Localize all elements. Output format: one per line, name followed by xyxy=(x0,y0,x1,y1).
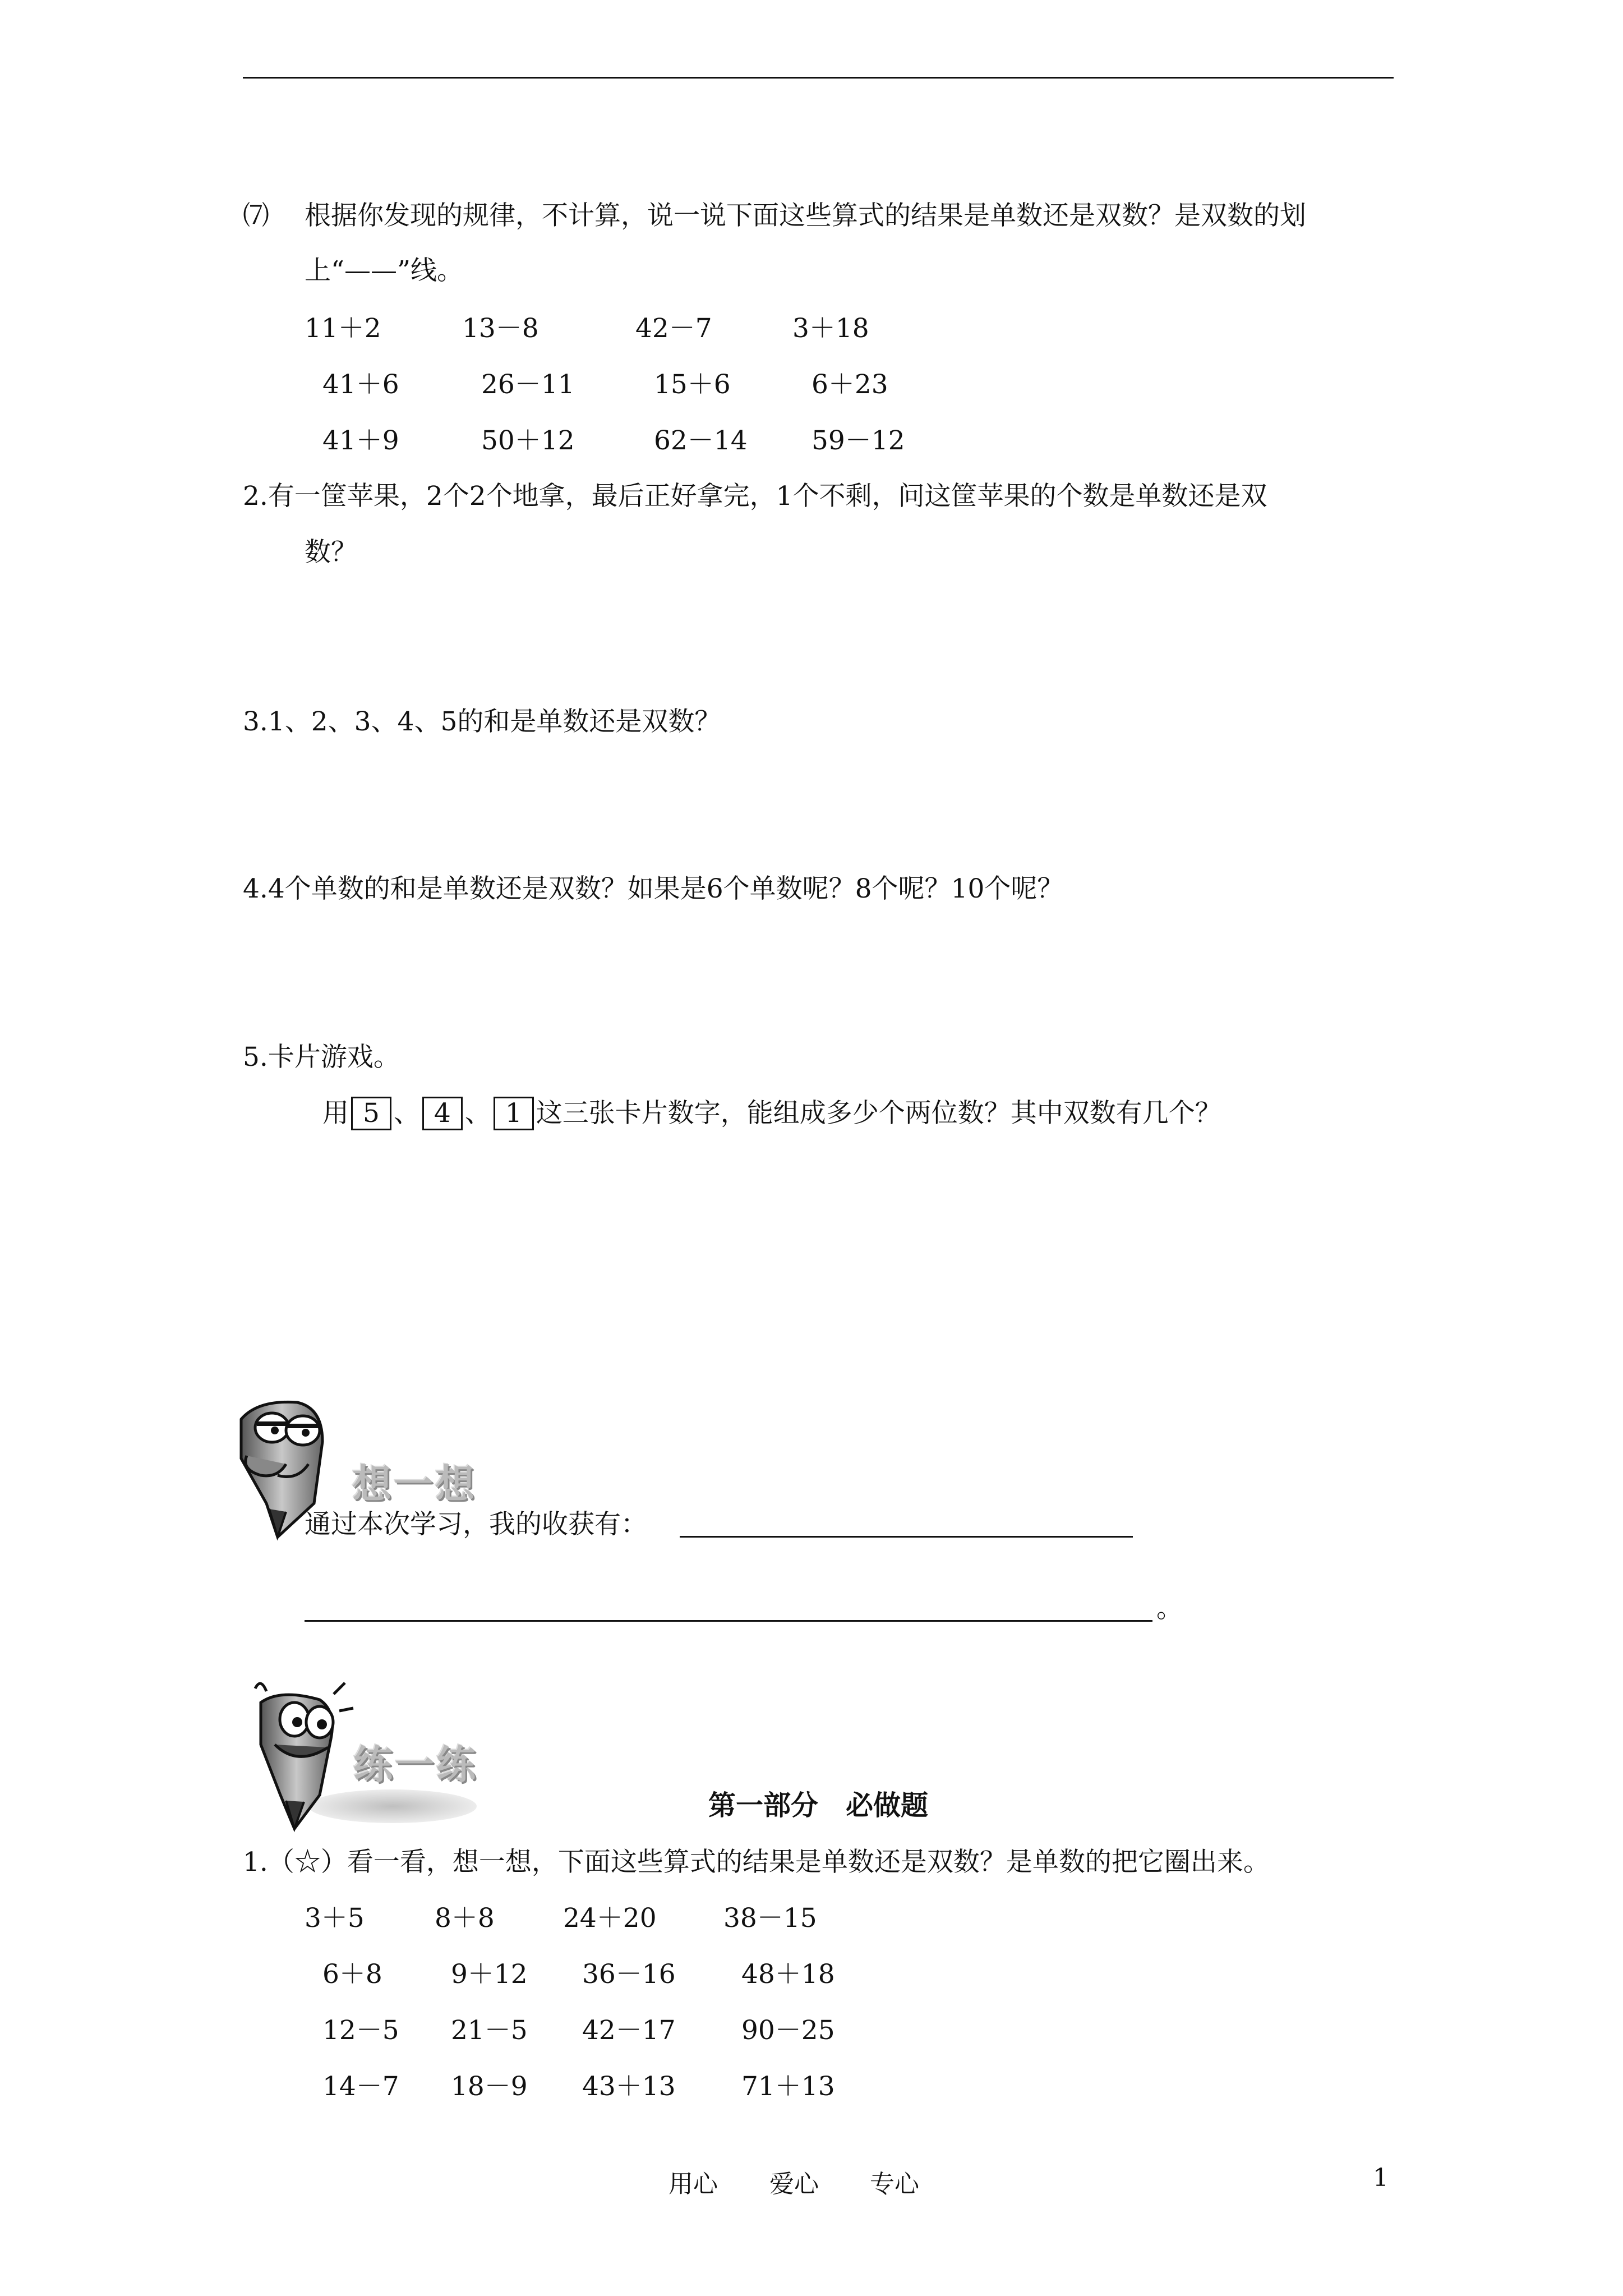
expression: 43＋13 xyxy=(582,2071,676,2102)
expression: 71＋13 xyxy=(741,2071,835,2102)
expression: 6＋8 xyxy=(322,1959,382,1990)
q5-prefix: 用 xyxy=(322,1098,349,1129)
expression: 41＋6 xyxy=(322,369,399,400)
expression: 24＋20 xyxy=(563,1903,657,1934)
expression: 3＋18 xyxy=(792,313,869,344)
practice-row-2 xyxy=(0,1958,1623,1991)
expression: 59－12 xyxy=(811,425,905,456)
expression: 38－15 xyxy=(723,1903,817,1934)
q7-row-2 xyxy=(0,368,1623,402)
expression: 15＋6 xyxy=(654,369,731,400)
expression: 9＋12 xyxy=(451,1959,528,1990)
page-number: 1 xyxy=(1373,2164,1389,2192)
q5-card-line xyxy=(322,1097,1221,1130)
practice-row-4 xyxy=(0,2070,1623,2104)
expression: 11＋2 xyxy=(305,313,381,344)
practice-row-1 xyxy=(0,1902,1623,1935)
practice-row-3 xyxy=(0,2014,1623,2047)
expression: 50＋12 xyxy=(481,425,575,456)
q2-line2: 数？ xyxy=(305,537,357,568)
expression: 13－8 xyxy=(462,313,539,344)
expression: 42－17 xyxy=(582,2015,676,2046)
answer-blank[interactable] xyxy=(680,1536,1133,1538)
expression: 21－5 xyxy=(451,2015,528,2046)
practice-badge: 练一练 xyxy=(353,1742,478,1788)
q5-title: 5.卡片游戏。 xyxy=(243,1042,400,1073)
number-card: 1 xyxy=(494,1097,534,1130)
expression: 14－7 xyxy=(322,2071,399,2102)
answer-blank[interactable] xyxy=(305,1620,1152,1622)
expression: 48＋18 xyxy=(741,1959,835,1990)
footer-word: 用心 xyxy=(668,2170,718,2198)
expression: 12－5 xyxy=(322,2015,399,2046)
q4-text: 4.4个单数的和是单数还是双数？如果是6个单数呢？8个呢？10个呢？ xyxy=(243,873,1064,904)
q7-row-1 xyxy=(0,312,1623,346)
separator: 、 xyxy=(464,1098,491,1129)
expression: 3＋5 xyxy=(305,1903,365,1934)
header-rule xyxy=(243,77,1394,79)
expression: 42－7 xyxy=(635,313,712,344)
q7-marker: ⑺ xyxy=(243,200,269,231)
expression: 36－16 xyxy=(582,1959,676,1990)
think-prompt: 通过本次学习，我的收获有： xyxy=(305,1509,647,1540)
expression: 8＋8 xyxy=(435,1903,495,1934)
expression: 62－14 xyxy=(654,425,748,456)
number-card: 5 xyxy=(351,1097,391,1130)
shadow-decoration xyxy=(308,1789,477,1823)
expression: 26－11 xyxy=(481,369,575,400)
q2-line1: 2.有一筐苹果，2个2个地拿，最后正好拿完，1个不剩，问这筐苹果的个数是单数还是双 xyxy=(243,481,1267,512)
practice-q1-text: 1.（☆）看一看，想一想，下面这些算式的结果是单数还是双数？是单数的把它圈出来。 xyxy=(243,1847,1270,1878)
q7-row-3 xyxy=(0,424,1623,458)
footer-word: 专心 xyxy=(870,2170,919,2198)
q7-text-line2: 上“——”线。 xyxy=(305,255,464,286)
think-end-mark: 。 xyxy=(1156,1593,1183,1624)
separator: 、 xyxy=(393,1098,420,1129)
q5-suffix: 这三张卡片数字，能组成多少个两位数？其中双数有几个？ xyxy=(536,1098,1221,1129)
expression: 41＋9 xyxy=(322,425,399,456)
section-title: 第一部分 必做题 xyxy=(708,1789,929,1821)
expression: 6＋23 xyxy=(811,369,888,400)
think-badge: 想一想 xyxy=(352,1461,477,1507)
q3-text: 3.1、2、3、4、5的和是单数还是双数？ xyxy=(243,706,721,737)
footer-word: 爱心 xyxy=(769,2170,819,2198)
expression: 18－9 xyxy=(451,2071,528,2102)
q7-text-line1: 根据你发现的规律，不计算，说一说下面这些算式的结果是单数还是双数？是双数的划 xyxy=(305,200,1306,231)
number-card: 4 xyxy=(422,1097,463,1130)
expression: 90－25 xyxy=(741,2015,835,2046)
practice-header xyxy=(241,1677,533,1834)
